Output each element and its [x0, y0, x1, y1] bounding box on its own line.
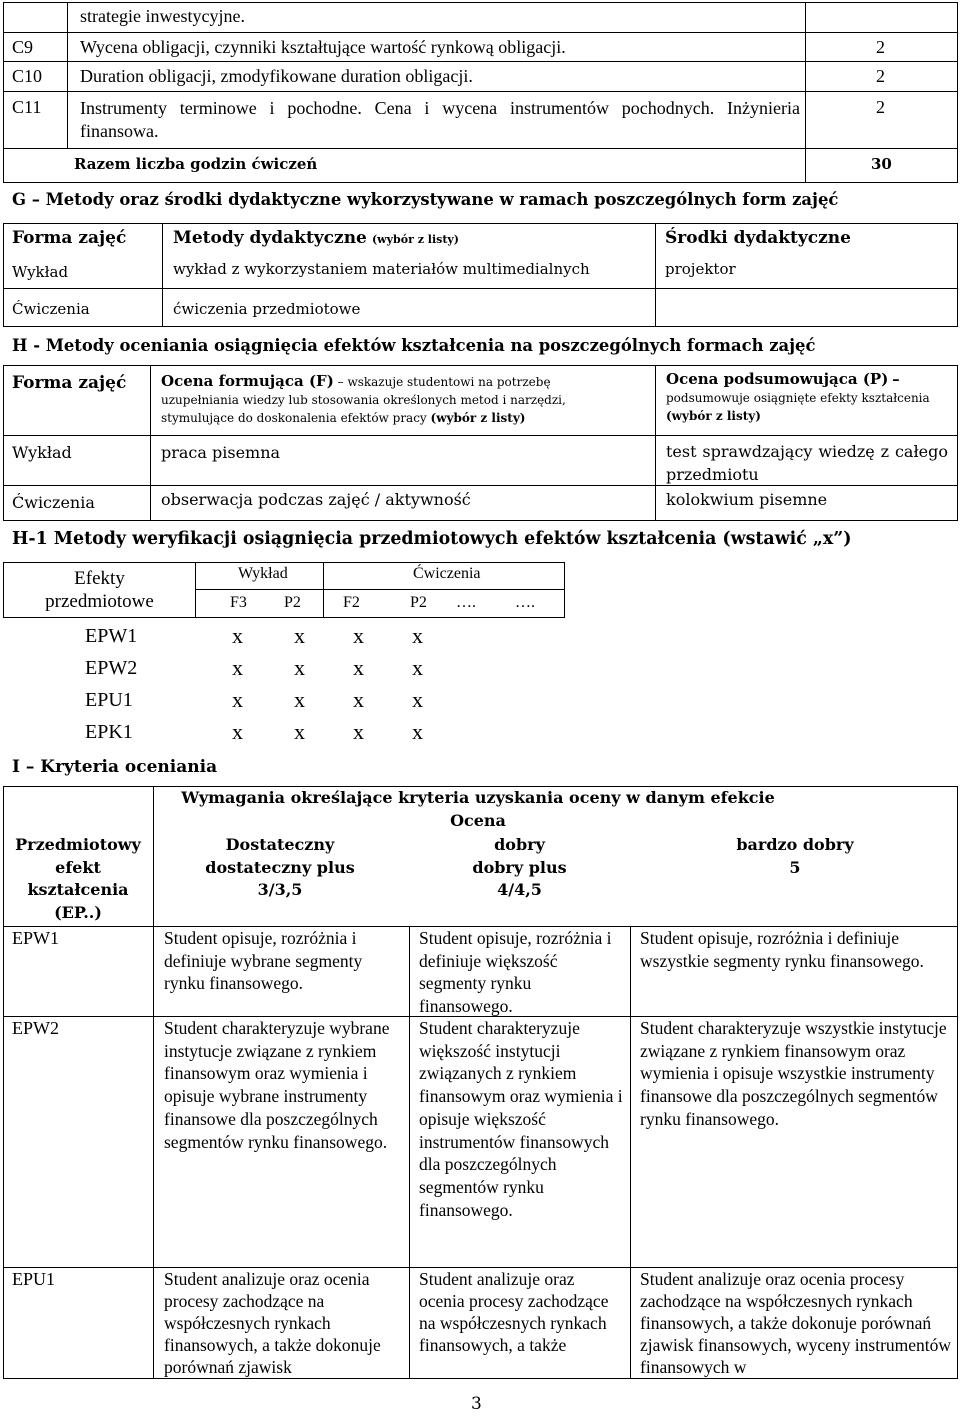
grade-header: 3/3,5 — [257, 880, 303, 899]
grade-header: bardzo dobry — [736, 835, 854, 854]
check-mark: x — [294, 719, 305, 744]
col-methods-note: (wybór z listy) — [371, 233, 459, 246]
summative-dash: – — [892, 370, 900, 388]
criteria-effect: EPW2 — [12, 1018, 59, 1038]
effect-code: EPU1 — [85, 689, 133, 711]
topic-text: Duration obligacji, zmodyfikowane duration obligacji. — [80, 66, 473, 86]
grade-header: 4/4,5 — [497, 880, 542, 899]
col-form-header: Forma zajęć — [12, 228, 127, 248]
criteria-grade-4: Student charakteryzuje większość instytucji związanych z rynkiem finansowym oraz wymienia i opisuje większość instrumentów finansowych dla poszczególnych segmentów rynku finansowego. — [419, 1018, 623, 1220]
col-effect-header: (EP..) — [54, 902, 102, 922]
check-mark: x — [353, 623, 364, 648]
check-mark: x — [412, 719, 423, 744]
criteria-grade-4: Student opisuje, rozróżnia i definiuje większość segmenty rynku finansowego. — [419, 928, 612, 1016]
criteria-subheader: Ocena — [450, 811, 506, 830]
check-mark: x — [294, 623, 305, 648]
check-mark: x — [353, 719, 364, 744]
formative-note: (wybór z listy) — [430, 411, 526, 425]
total-hours-value: 30 — [871, 155, 892, 173]
criteria-effect: EPW1 — [12, 928, 59, 948]
group-wyklad: Wykład — [238, 565, 288, 582]
subcol: F3 — [230, 594, 247, 611]
method-text: ćwiczenia przedmiotowe — [173, 300, 361, 318]
grade-header: dobry — [494, 835, 545, 854]
col-effect-header: Przedmiotowy — [15, 835, 141, 854]
criteria-grade-3: Student analizuje oraz ocenia procesy zachodzące na współczesnych rynkach finansowych, a także dokonuje porównań zjawisk — [164, 1269, 381, 1377]
topic-hours: 2 — [876, 37, 885, 57]
check-mark: x — [232, 719, 243, 744]
total-hours-label: Razem liczba godzin ćwiczeń — [74, 155, 318, 173]
topic-code: C9 — [12, 37, 34, 57]
section-h1-heading: H-1 Metody weryfikacji osiągnięcia przedmiotowych efektów kształcenia (wstawić „x”) — [12, 529, 852, 549]
check-mark: x — [232, 623, 243, 648]
method-text: wykład z wykorzystaniem materiałów multimedialnych — [173, 260, 590, 278]
means-text: projektor — [665, 260, 736, 278]
grade-header: Dostateczny — [225, 835, 335, 854]
criteria-grade-4: Student analizuje oraz ocenia procesy zachodzące na współczesnych rynkach finansowych, a także — [419, 1269, 609, 1355]
section-i-heading: I – Kryteria oceniania — [12, 757, 218, 777]
form-label: Wykład — [12, 263, 69, 281]
grade-header: dobry plus — [472, 857, 567, 877]
formative-text: praca pisemna — [161, 443, 281, 462]
col-means-header: Środki dydaktyczne — [665, 228, 851, 248]
subcol: F2 — [343, 594, 360, 611]
subcol: P2 — [284, 594, 301, 611]
effects-label: Efekty — [74, 568, 125, 589]
check-mark: x — [353, 655, 364, 680]
topic-hours: 2 — [876, 66, 885, 86]
check-mark: x — [232, 655, 243, 680]
group-cwiczenia: Ćwiczenia — [413, 565, 481, 582]
col-form-header: Forma zajęć — [12, 373, 127, 393]
col-effect-header: kształcenia — [27, 880, 129, 899]
effect-code: EPW2 — [85, 657, 138, 679]
formative-text: obserwacja podczas zajęć / aktywność — [161, 490, 471, 509]
col-effect-header: efekt — [55, 857, 101, 877]
check-mark: x — [412, 687, 423, 712]
section-h-heading: H - Metody oceniania osiągnięcia efektów kształcenia na poszczególnych formach zajęć — [12, 336, 816, 355]
criteria-grade-3: Student charakteryzuje wybrane instytucje związane z rynkiem finansowym oraz wymienia i opisuje wybrane instrumenty finansowe dla poszczególnych segmentów rynku finansowego. — [164, 1018, 390, 1152]
summative-text: test sprawdzający wiedzę z całego przedmiotu — [666, 442, 948, 484]
criteria-grade-5: Student analizuje oraz ocenia procesy zachodzące na współczesnych rynkach finansowych, a także dokonuje porównań zjawisk finansowych, wyceny instrumentów finansowych w — [640, 1269, 952, 1377]
topic-text: Instrumenty terminowe i pochodne. Cena i wycena instrumentów pochodnych. Inżynieria finansowa. — [80, 98, 800, 141]
topic-code: C11 — [12, 97, 42, 117]
check-mark: x — [232, 687, 243, 712]
grade-header: 5 — [789, 857, 801, 877]
check-mark: x — [294, 655, 305, 680]
form-label: Wykład — [12, 443, 72, 462]
summative-title: Ocena podsumowująca (P) — [666, 370, 889, 388]
subcol: P2 — [410, 594, 427, 611]
check-mark: x — [412, 655, 423, 680]
col-methods-header: Metody dydaktyczne — [173, 228, 367, 248]
criteria-grade-3: Student opisuje, rozróżnia i definiuje wybrane segmenty rynku finansowego. — [164, 928, 363, 993]
criteria-header: Wymagania określające kryteria uzyskania oceny w danym efekcie — [181, 788, 775, 807]
form-label: Ćwiczenia — [12, 300, 90, 318]
formative-title: Ocena formująca (F) — [161, 372, 334, 390]
grade-header: dostateczny plus — [205, 857, 355, 877]
effects-label: przedmiotowe — [45, 591, 154, 612]
check-mark: x — [412, 623, 423, 648]
summative-note: (wybór z listy) — [666, 409, 761, 423]
check-mark: x — [294, 687, 305, 712]
criteria-effect: EPU1 — [12, 1269, 56, 1289]
summative-text: kolokwium pisemne — [666, 490, 828, 509]
effect-code: EPW1 — [85, 625, 138, 647]
topic-code: C10 — [12, 66, 43, 86]
criteria-grade-5: Student charakteryzuje wszystkie instytucje związane z rynkiem finansowym oraz wymienia i opisuje wszystkie instrumenty finansowe dla poszczególnych segmentów rynku finansowego. — [640, 1018, 947, 1129]
subcol: …. — [515, 594, 535, 611]
criteria-grade-5: Student opisuje, rozróżnia i definiuje wszystkie segmenty rynku finansowego. — [640, 928, 924, 971]
section-g-heading: G – Metody oraz środki dydaktyczne wykorzystywane w ramach poszczególnych form zajęć — [12, 190, 839, 209]
summative-desc: podsumowuje osiągnięte efekty kształcenia — [666, 391, 930, 405]
subcol: …. — [456, 594, 476, 611]
topic-hours: 2 — [876, 97, 885, 117]
formative-desc: – wskazuje studentowi na potrzebę uzupełniania wiedzy lub stosowania określonych metod i narzędzi, stymulujące do doskonalenia efektów pracy — [161, 375, 566, 425]
page-number: 3 — [471, 1394, 482, 1414]
check-mark: x — [353, 687, 364, 712]
topic-text: strategie inwestycyjne. — [80, 6, 245, 26]
form-label: Ćwiczenia — [12, 493, 95, 512]
topic-text: Wycena obligacji, czynniki kształtujące wartość rynkową obligacji. — [80, 37, 566, 57]
effect-code: EPK1 — [85, 721, 133, 743]
